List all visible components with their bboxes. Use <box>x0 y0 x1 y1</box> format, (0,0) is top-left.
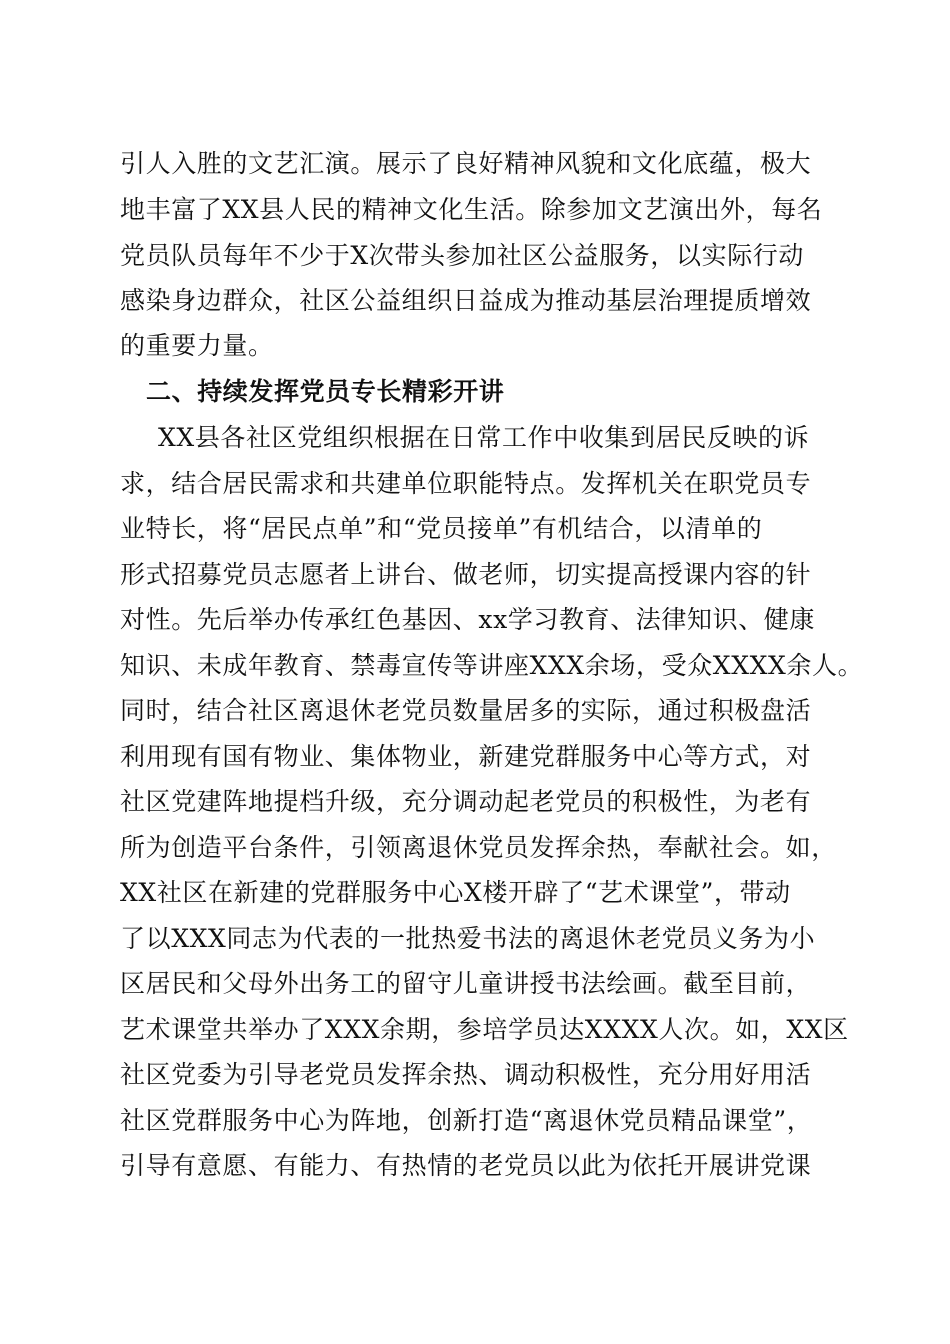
paragraph-line: 对性。先后举办传承红色基因、xx学习教育、法律知识、健康 <box>120 605 816 634</box>
paragraph-line: 感染身边群众，社区公益组织日益成为推动基层治理提质增效 <box>120 286 812 315</box>
paragraph-line: XX社区在新建的党群服务中心X楼开辟了“艺术课堂”，带动 <box>120 878 791 907</box>
paragraph-line: 所为创造平台条件，引领离退休党员发挥余热，奉献社会。如， <box>120 833 837 862</box>
paragraph-line: 同时，结合社区离退休老党员数量居多的实际，通过积极盘活 <box>120 696 812 725</box>
paragraph-line: XX县各社区党组织根据在日常工作中收集到居民反映的诉 <box>158 423 810 452</box>
paragraph-line: 形式招募党员志愿者上讲台、做老师，切实提高授课内容的针 <box>120 560 812 589</box>
paragraph-line: 业特长，将“居民点单”和“党员接单”有机结合，以清单的 <box>120 514 763 543</box>
section-heading: 二、持续发挥党员专长精彩开讲 <box>146 377 505 406</box>
paragraph-line: 引导有意愿、有能力、有热情的老党员以此为依托开展讲党课 <box>120 1151 812 1180</box>
paragraph-line: 利用现有国有物业、集体物业，新建党群服务中心等方式，对 <box>120 742 812 771</box>
paragraph-line: 社区党建阵地提档升级，充分调动起老党员的积极性，为老有 <box>120 787 812 816</box>
paragraph-line: 党员队员每年不少于X次带头参加社区公益服务，以实际行动 <box>120 241 804 270</box>
paragraph-line: 社区党委为引导老党员发挥余热、调动积极性，充分用好用活 <box>120 1060 812 1089</box>
paragraph-line: 引人入胜的文艺汇演。展示了良好精神风貌和文化底蕴，极大 <box>120 149 812 178</box>
paragraph-line: 艺术课堂共举办了XXX余期，参培学员达XXXX人次。如，XX区 <box>120 1015 849 1044</box>
paragraph-line: 知识、未成年教育、禁毒宣传等讲座XXX余场，受众XXXX余人。 <box>120 651 864 680</box>
paragraph-line: 社区党群服务中心为阵地，创新打造“离退休党员精品课堂”， <box>120 1106 813 1135</box>
paragraph-line: 的重要力量。 <box>120 331 274 360</box>
paragraph-line: 区居民和父母外出务工的留守儿童讲授书法绘画。截至目前， <box>120 969 812 998</box>
paragraph-line: 求，结合居民需求和共建单位职能特点。发挥机关在职党员专 <box>120 469 812 498</box>
paragraph-line: 了以XXX同志为代表的一批热爱书法的离退休老党员义务为小 <box>120 924 816 953</box>
paragraph-line: 地丰富了XX县人民的精神文化生活。除参加文艺演出外，每名 <box>120 195 823 224</box>
